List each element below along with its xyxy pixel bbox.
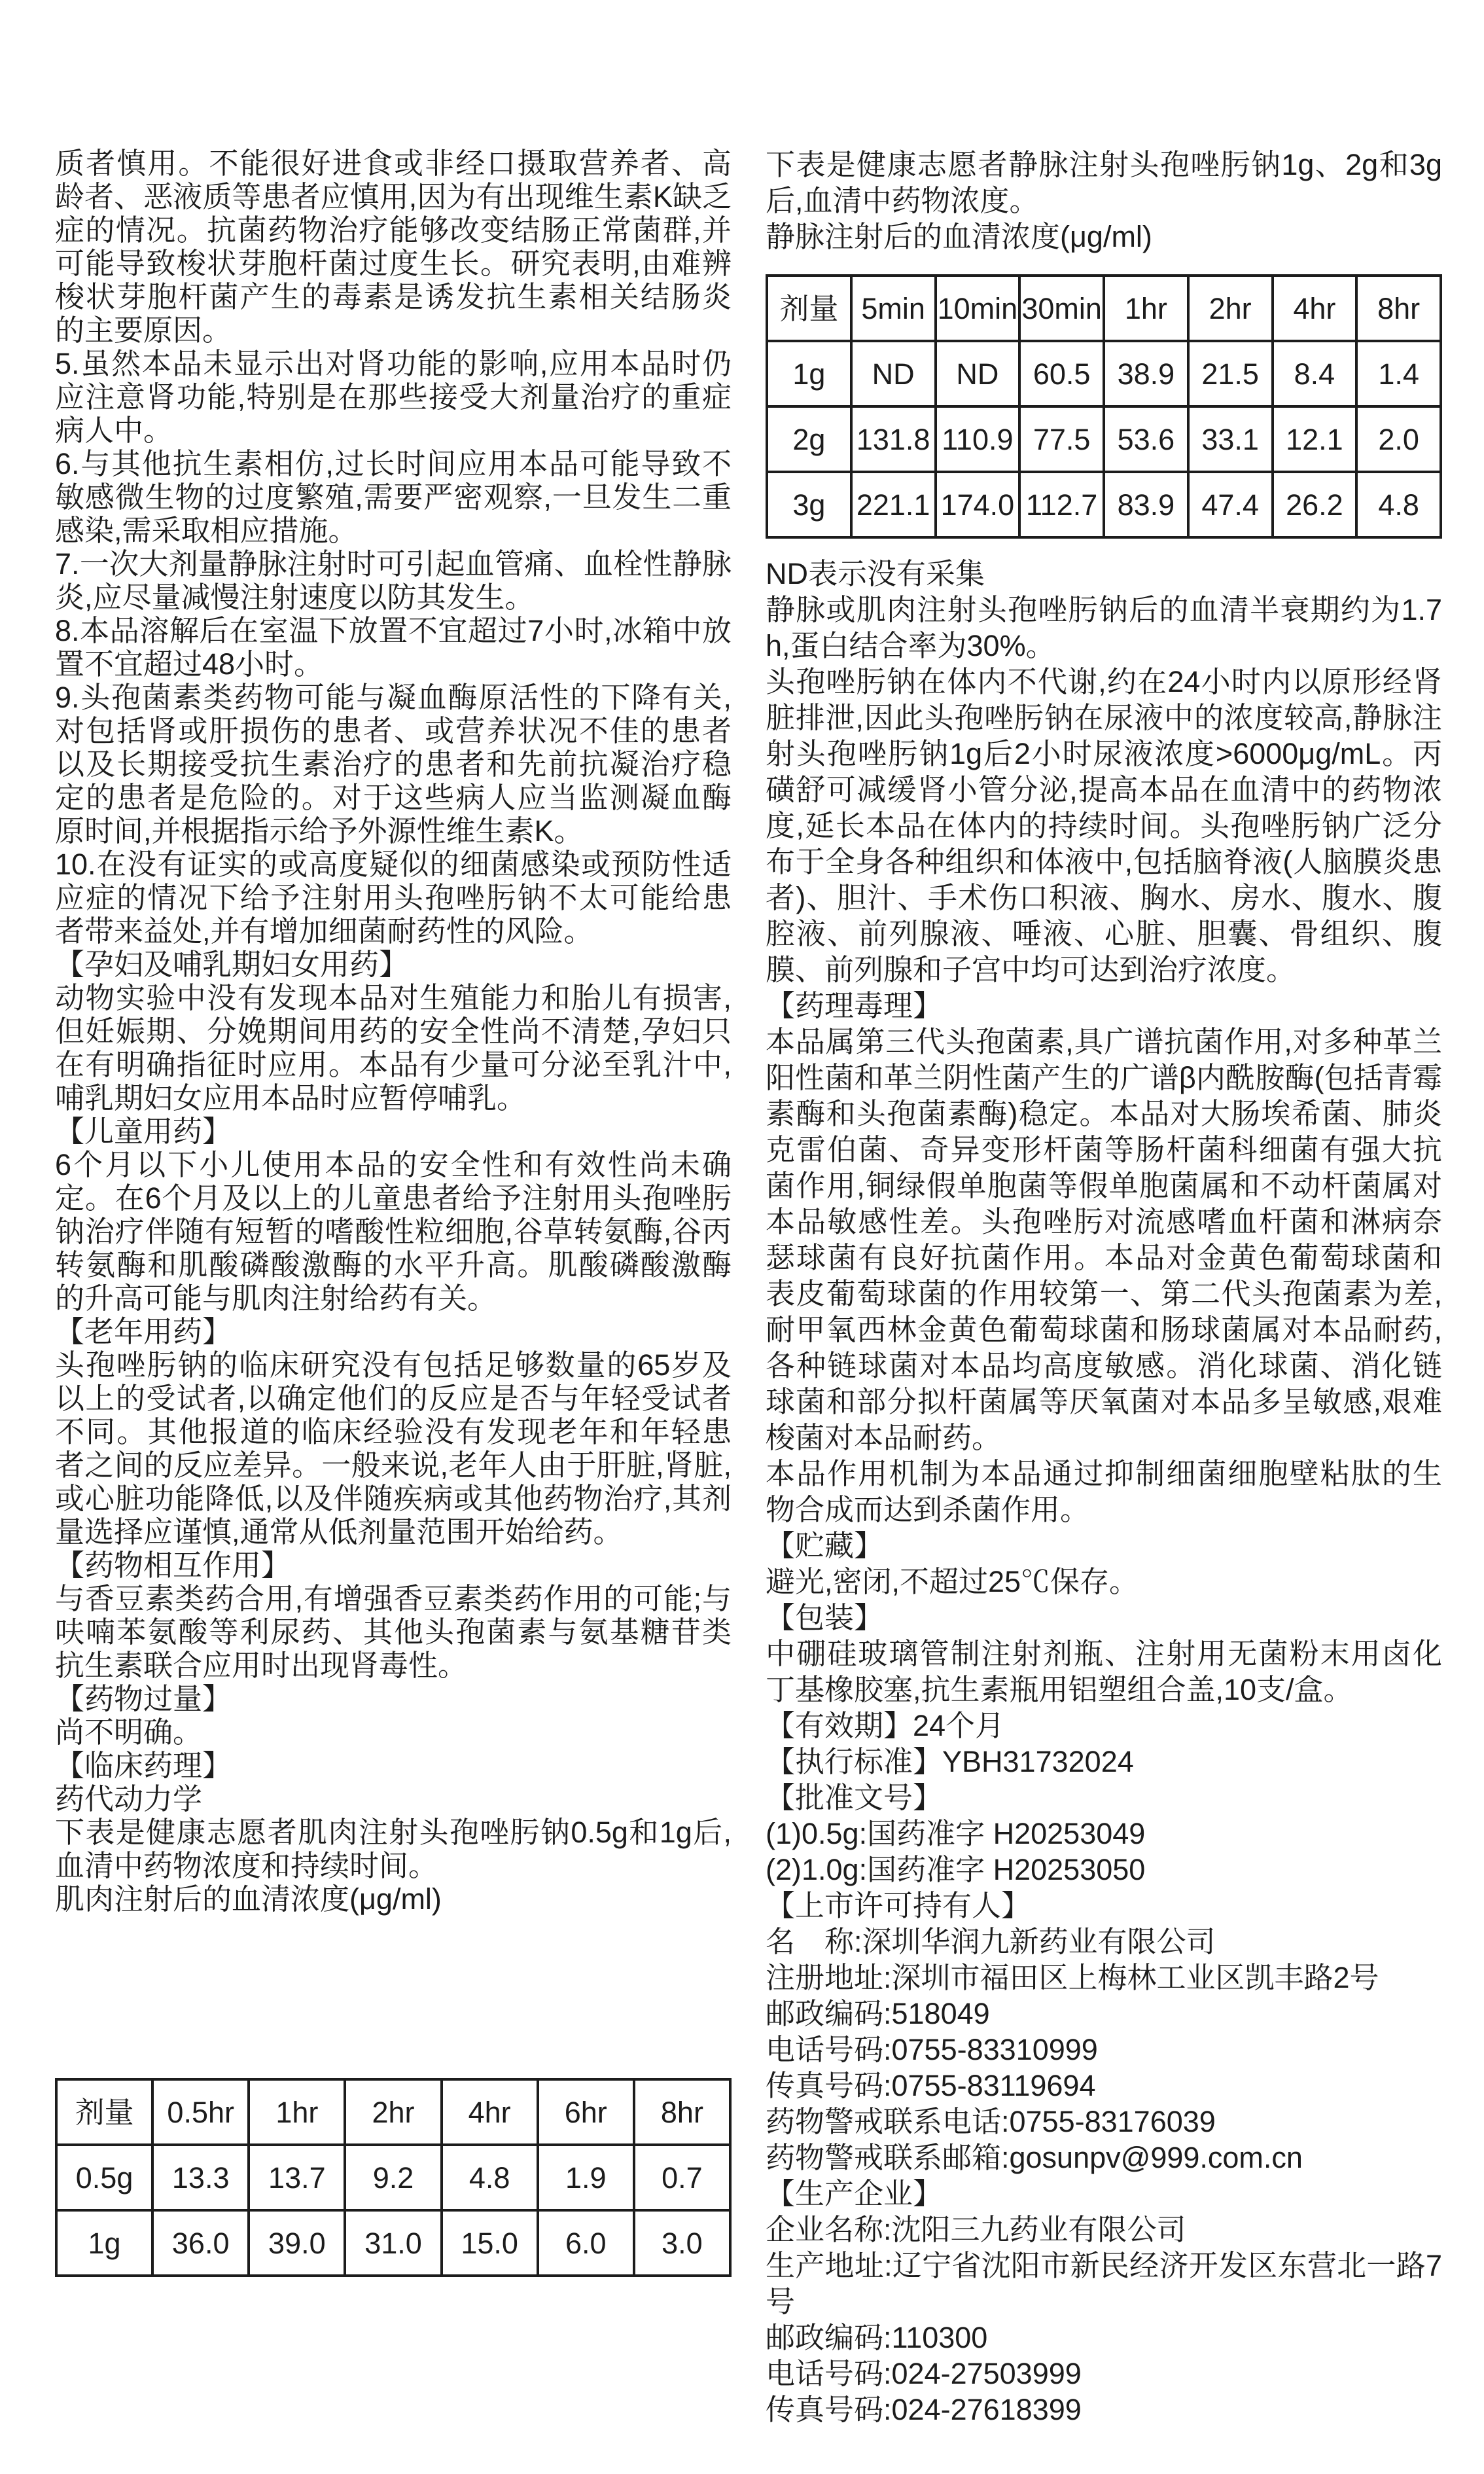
data-cell: 1g [56,2210,152,2276]
data-cell: 6.0 [538,2210,634,2276]
data-cell: 53.6 [1104,406,1188,472]
data-cell: ND [851,341,936,406]
iv-injection-serum-table [766,274,1442,539]
body-paragraph: 传真号码:024-27618399 [766,2393,1082,2426]
data-cell: 1.4 [1356,341,1441,406]
body-paragraph: 7.一次大剂量静脉注射时可引起血管痛、血栓性静脉炎,应尽量减慢注射速度以防其发生。 [55,547,732,614]
header-cell: 5min [851,276,936,341]
section-heading: 【孕妇及哺乳期妇女用药】 [55,948,409,981]
section-heading: 【贮藏】 [766,1529,884,1562]
body-paragraph: 动物实验中没有发现本品对生殖能力和胎儿有损害,但妊娠期、分娩期间用药的安全性尚不清楚,孕妇只在有明确指征时应用。本品有少量可分泌至乳汁中,哺乳期妇女应用本品时应暂停哺乳。 [55,981,732,1115]
data-cell: 112.7 [1019,472,1104,537]
data-cell: 77.5 [1019,406,1104,472]
data-cell: 2.0 [1356,406,1441,472]
body-paragraph: 尚不明确。 [55,1715,203,1749]
body-paragraph: 下表是健康志愿者静脉注射头孢唑肟钠1g、2g和3g后,血清中药物浓度。 [766,148,1442,217]
body-paragraph: 10.在没有证实的或高度疑似的细菌感染或预防性适应症的情况下给予注射用头孢唑肟钠不太可能给患者带来益处,并有增加细菌耐药性的风险。 [55,848,732,948]
body-paragraph: 避光,密闭,不超过25℃保存。 [766,1565,1139,1598]
data-cell: 4.8 [442,2145,538,2210]
header-cell: 8hr [634,2079,730,2145]
data-cell: 15.0 [442,2210,538,2276]
data-cell: 47.4 [1188,472,1273,537]
body-paragraph: 药代动力学 [55,1782,203,1816]
section-heading: 【批准文号】 [766,1781,943,1814]
header-cell: 1hr [249,2079,345,2145]
section-heading: 【生产企业】 [766,2177,943,2210]
header-cell: 8hr [1356,276,1441,341]
body-paragraph: 5.虽然本品未显示出对肾功能的影响,应用本品时仍应注意肾功能,特别是在那些接受大剂量治疗的重症病人中。 [55,347,732,447]
body-paragraph: 9.头孢菌素类药物可能与凝血酶原活性的下降有关,对包括肾或肝损伤的患者、或营养状况不佳的患者以及长期接受抗生素治疗的患者和先前抗凝治疗稳定的患者是危险的。对于这些病人应当监测凝血酶原时间,并根据指示给予外源性维生素K。 [55,681,732,848]
body-paragraph: 生产地址:辽宁省沈阳市新民经济开发区东营北一路7号 [766,2249,1442,2318]
body-paragraph: 企业名称:沈阳三九药业有限公司 [766,2213,1186,2246]
im-injection-serum-table [55,2078,732,2277]
body-paragraph: (1)0.5g:国药准字 H20253049 [766,1817,1146,1850]
data-cell: 33.1 [1188,406,1273,472]
body-paragraph: 下表是健康志愿者肌肉注射头孢唑肟钠0.5g和1g后,血清中药物浓度和持续时间。 [55,1816,732,1882]
data-cell: 12.1 [1273,406,1357,472]
body-paragraph: (2)1.0g:国药准字 H20253050 [766,1853,1146,1886]
table-row [767,472,1441,537]
header-cell: 4hr [442,2079,538,2145]
body-paragraph: 静脉或肌肉注射头孢唑肟钠后的血清半衰期约为1.7 h,蛋白结合率为30%。 [766,593,1442,662]
table-row [56,2145,730,2210]
body-paragraph: 与香豆素类药合用,有增强香豆素类药作用的可能;与呋喃苯氨酸等利尿药、其他头孢菌素与氨基糖苷类抗生素联合应用时出现肾毒性。 [55,1582,732,1682]
section-heading: 【老年用药】 [55,1315,232,1348]
data-cell: ND [936,341,1020,406]
data-cell: 3.0 [634,2210,730,2276]
header-cell: 6hr [538,2079,634,2145]
data-cell: 221.1 [851,472,936,537]
body-paragraph: 【执行标准】YBH31732024 [766,1745,1134,1778]
data-cell: 26.2 [1273,472,1357,537]
header-cell: 剂量 [767,276,851,341]
data-cell: 31.0 [345,2210,441,2276]
data-cell: 0.5g [56,2145,152,2210]
body-paragraph: 药物警戒联系邮箱:gosunpv@999.com.cn [766,2141,1303,2174]
body-paragraph: 8.本品溶解后在室温下放置不宜超过7小时,冰箱中放置不宜超过48小时。 [55,614,732,681]
body-paragraph: 电话号码:024-27503999 [766,2357,1082,2390]
data-cell: 131.8 [851,406,936,472]
body-paragraph: 6.与其他抗生素相仿,过长时间应用本品可能导致不敏感微生物的过度繁殖,需要严密观察,一旦发生二重感染,需采取相应措施。 [55,447,732,547]
data-cell: 21.5 [1188,341,1273,406]
data-cell: 60.5 [1019,341,1104,406]
body-paragraph: 6个月以下小儿使用本品的安全性和有效性尚未确定。在6个月及以上的儿童患者给予注射用头孢唑肟钠治疗伴随有短暂的嗜酸性粒细胞,谷草转氨酶,谷丙转氨酶和肌酸磷酸激酶的水平升高。肌酸磷酸激酶的升高可能与肌肉注射给药有关。 [55,1148,732,1315]
data-cell: 110.9 [936,406,1020,472]
body-paragraph: 邮政编码:110300 [766,2321,988,2354]
data-cell: 1.9 [538,2145,634,2210]
section-heading: 【儿童用药】 [55,1115,232,1148]
table-footnote: ND表示没有采集 [766,557,985,590]
table-row [767,341,1441,406]
body-paragraph: 本品属第三代头孢菌素,具广谱抗菌作用,对多种革兰阳性菌和革兰阴性菌产生的广谱β内酰胺酶(包括青霉素酶和头孢菌素酶)稳定。本品对大肠埃希菌、肺炎克雷伯菌、奇异变形杆菌等肠杆菌科细菌有强大抗菌作用,铜绿假单胞菌等假单胞菌属和不动杆菌属对本品敏感性差。头孢唑肟对流感嗜血杆菌和淋病奈瑟球菌有良好抗菌作用。本品对金黄色葡萄球菌和表皮葡萄球菌的作用较第一、第二代头孢菌素为差,耐甲氧西林金黄色葡萄球菌和肠球菌属对本品耐药,各种链球菌对本品均高度敏感。消化球菌、消化链球菌和部分拟杆菌属等厌氧菌对本品多呈敏感,艰难梭菌对本品耐药。 [766,1025,1442,1454]
data-cell: 0.7 [634,2145,730,2210]
body-paragraph: 质者慎用。不能很好进食或非经口摄取营养者、高龄者、恶液质等患者应慎用,因为有出现维生素K缺乏症的情况。抗菌药物治疗能够改变结肠正常菌群,并可能导致梭状芽胞杆菌过度生长。研究表明,由难辨梭状芽胞杆菌产生的毒素是诱发抗生素相关结肠炎的主要原因。 [55,147,732,347]
header-cell: 1hr [1104,276,1188,341]
data-cell: 3g [767,472,851,537]
body-paragraph: 注册地址:深圳市福田区上梅林工业区凯丰路2号 [766,1961,1379,1994]
header-cell: 10min [936,276,1020,341]
section-heading: 【包装】 [766,1601,884,1634]
section-heading: 【上市许可持有人】 [766,1889,1031,1922]
data-cell: 4.8 [1356,472,1441,537]
header-cell: 2hr [1188,276,1273,341]
table-caption: 静脉注射后的血清浓度(μg/ml) [766,220,1152,253]
section-heading: 【药理毒理】 [766,989,943,1022]
data-cell: 39.0 [249,2210,345,2276]
header-cell: 0.5hr [152,2079,249,2145]
table-caption: 肌肉注射后的血清浓度(μg/ml) [55,1882,442,1916]
right-column [766,147,1442,2428]
header-cell: 2hr [345,2079,441,2145]
header-cell: 4hr [1273,276,1357,341]
body-paragraph: 中硼硅玻璃管制注射剂瓶、注射用无菌粉末用卤化丁基橡胶塞,抗生素瓶用铝塑组合盖,10支/盒。 [766,1637,1442,1706]
data-cell: 13.3 [152,2145,249,2210]
data-cell: 174.0 [936,472,1020,537]
table-header-row [56,2079,730,2145]
left-column [55,147,732,2277]
body-paragraph: 头孢唑肟钠的临床研究没有包括足够数量的65岁及以上的受试者,以确定他们的反应是否与年轻受试者不同。其他报道的临床经验没有发现老年和年轻患者之间的反应差异。一般来说,老年人由于肝脏,肾脏,或心脏功能降低,以及伴随疾病或其他药物治疗,其剂量选择应谨慎,通常从低剂量范围开始给药。 [55,1348,732,1549]
data-cell: 1g [767,341,851,406]
body-paragraph: 传真号码:0755-83119694 [766,2069,1096,2102]
data-cell: 2g [767,406,851,472]
body-paragraph: 名 称:深圳华润九新药业有限公司 [766,1925,1216,1958]
body-paragraph: 电话号码:0755-83310999 [766,2033,1098,2066]
data-cell: 36.0 [152,2210,249,2276]
data-cell: 13.7 [249,2145,345,2210]
table-row [56,2210,730,2276]
section-heading: 【药物相互作用】 [55,1549,291,1582]
body-paragraph: 邮政编码:518049 [766,1997,990,2030]
section-heading: 【药物过量】 [55,1682,232,1715]
table-header-row [767,276,1441,341]
header-cell: 30min [1019,276,1104,341]
section-heading: 【临床药理】 [55,1749,232,1782]
header-cell: 剂量 [56,2079,152,2145]
body-paragraph: 本品作用机制为本品通过抑制细菌细胞壁粘肽的生物合成而达到杀菌作用。 [766,1457,1442,1526]
table-row [767,406,1441,472]
data-cell: 9.2 [345,2145,441,2210]
body-paragraph: 头孢唑肟钠在体内不代谢,约在24小时内以原形经肾脏排泄,因此头孢唑肟钠在尿液中的浓度较高,静脉注射头孢唑肟钠1g后2小时尿液浓度>6000μg/mL。丙磺舒可减缓肾小管分泌,提高本品在血清中的药物浓度,延长本品在体内的持续时间。头孢唑肟钠广泛分布于全身各种组织和体液中,包括脑脊液(人脑膜炎患者)、胆汁、手术伤口积液、胸水、房水、腹水、腹腔液、前列腺液、唾液、心脏、胆囊、骨组织、腹膜、前列腺和子宫中均可达到治疗浓度。 [766,665,1442,986]
body-paragraph: 【有效期】24个月 [766,1709,1005,1742]
body-paragraph: 药物警戒联系电话:0755-83176039 [766,2105,1216,2138]
data-cell: 83.9 [1104,472,1188,537]
data-cell: 8.4 [1273,341,1357,406]
data-cell: 38.9 [1104,341,1188,406]
